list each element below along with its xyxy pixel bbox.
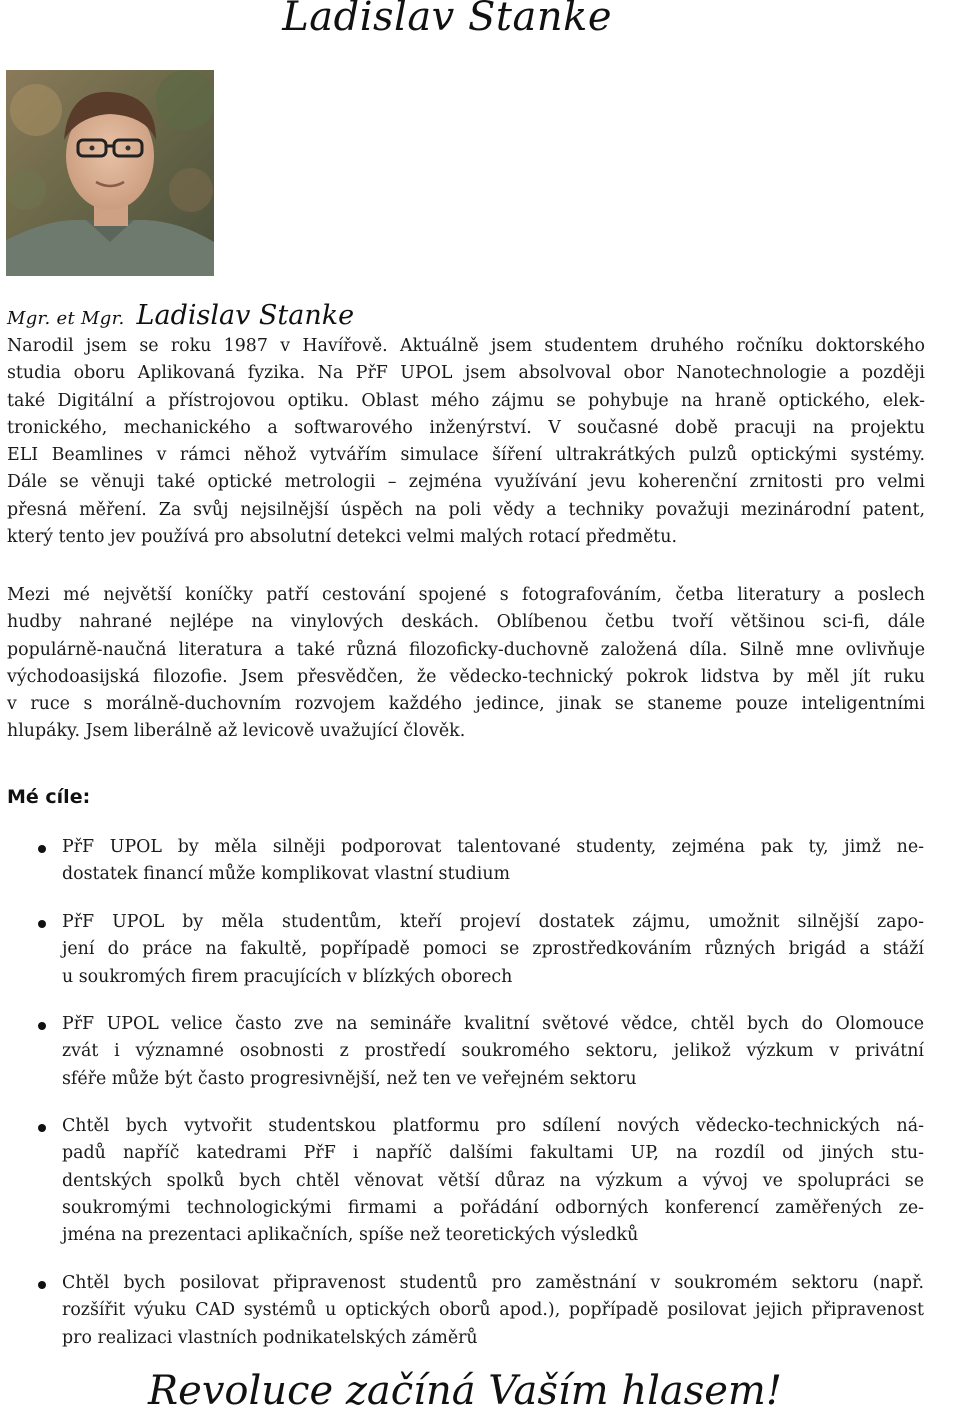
- goal-line: dentských spolků bych chtěl věnovat větší důraz na výzkum a vývoj ve spolupráci se: [62, 1170, 924, 1191]
- academic-degree: Mgr. et Mgr.: [7, 308, 125, 329]
- hobby-paragraph: [7, 582, 925, 746]
- profile-name-line: [7, 300, 354, 331]
- bullet-icon: [38, 920, 46, 928]
- hobby-line: v ruce s morálně-duchovním rozvojem každého jedince, jinak se staneme pouze inteligentními: [7, 694, 925, 715]
- bullet-icon: [38, 1281, 46, 1289]
- goal-list-item: [62, 1011, 924, 1093]
- goal-line: zvát i významné osobnosti z prostředí soukromého sektoru, jelikož výzkum v privátní: [62, 1041, 924, 1062]
- goal-line: soukromými technologickými firmami a pořádání odborných konferencí zaměřených ze-: [62, 1197, 924, 1218]
- goal-line: jména na prezentaci aplikačních, spíše než teoretických výsledků: [62, 1225, 639, 1246]
- portrait-photo: [6, 70, 214, 276]
- goal-line: PřF UPOL by měla silněji podporovat talentované studenty, zejména pak ty, jimž ne-: [62, 837, 924, 857]
- hobby-line: hudby nahrané nejlépe na vinylových deskách. Oblíbenou četbu tvoří většinou sci-fi, dále: [7, 612, 925, 633]
- goal-line: Chtěl bych vytvořit studentskou platformu pro sdílení nových vědecko-technických ná-: [62, 1116, 924, 1136]
- bullet-icon: [38, 1022, 46, 1030]
- intro-line: také Digitální a přístrojovou optiku. Oblast mého zájmu se pohybuje na hraně optického, elek-: [7, 390, 925, 411]
- goals-heading: Mé cíle:: [7, 786, 91, 808]
- intro-line: tronického, mechanického a softwarového inženýrství. V současné době pracuji na projektu: [7, 417, 925, 438]
- goal-line: pro realizaci vlastních podnikatelských záměrů: [62, 1327, 478, 1348]
- goal-list-item: [62, 909, 924, 991]
- goal-line: Chtěl bych posilovat připravenost studentů pro zaměstnání v soukromém sektoru (např.: [62, 1273, 924, 1293]
- intro-line: který tento jev používá pro absolutní detekci velmi malých rotací předmětu.: [7, 527, 677, 548]
- goal-line: padů napříč katedrami PřF i napříč dalšími fakultami UP, na rozdíl od jiných stu-: [62, 1143, 924, 1164]
- intro-line: Dále se věnuji také optické metrologii – zejména využívání jevu koherenční zrnitosti pro velmi: [7, 472, 925, 493]
- hobby-line: východoasijská filozofie. Jsem přesvědčen, že vědecko-technický pokrok lidstva by měl jít ruku: [7, 666, 925, 687]
- goal-line: jení do práce na fakultě, popřípadě pomoci se zprostředkováním různých brigád a stáží: [62, 939, 924, 960]
- intro-line: přesná měření. Za svůj nejsilnější úspěch na poli vědy a techniky považuji mezinárodní patent,: [7, 499, 925, 520]
- goal-line: PřF UPOL velice často zve na semináře kvalitní světové vědce, chtěl bych do Olomouce: [62, 1014, 924, 1034]
- goal-line: rozšířit výuku CAD systémů u optických oborů apod.), popřípadě posilovat jejich připravenost: [62, 1300, 924, 1321]
- bullet-icon: [38, 1124, 46, 1132]
- bullet-icon: [38, 845, 46, 853]
- goal-list-item: [62, 1113, 924, 1249]
- campaign-slogan: Revoluce začíná Vaším hlasem!: [148, 1368, 782, 1414]
- goal-line: dostatek financí může komplikovat vlastní studium: [62, 864, 511, 885]
- hobby-line: Mezi mé největší koníčky patří cestování spojené s fotografováním, četba literatury a poslech: [7, 585, 925, 605]
- intro-line: Narodil jsem se roku 1987 v Havířově. Aktuálně jsem studentem druhého ročníku doktorského: [7, 336, 925, 356]
- goal-line: u soukromých firem pracujících v blízkých oborech: [62, 966, 513, 987]
- goal-line: sféře může být často progresivnější, než ten ve veřejném sektoru: [62, 1068, 637, 1089]
- goal-list-item: [62, 834, 924, 889]
- page-title: Ladislav Stanke: [282, 0, 612, 40]
- intro-line: studia oboru Aplikovaná fyzika. Na PřF UPOL jsem absolvoval obor Nanotechnologie a později: [7, 363, 925, 384]
- hobby-line: populárně-naučná literatura a také různá filozoficky-duchovně založená díla. Silně mne ovlivňuje: [7, 639, 925, 660]
- hobby-line: hlupáky. Jsem liberálně až levicově uvažující člověk.: [7, 721, 466, 742]
- profile-name: Ladislav Stanke: [136, 300, 355, 331]
- goal-line: PřF UPOL by měla studentům, kteří projeví dostatek zájmu, umožnit silnější zapo-: [62, 912, 924, 932]
- goal-list-item: [62, 1270, 924, 1352]
- intro-line: ELI Beamlines v rámci něhož vytvářím simulace šíření ultrakrátkých pulzů optickými systémy.: [7, 445, 925, 466]
- intro-paragraph: [7, 333, 925, 551]
